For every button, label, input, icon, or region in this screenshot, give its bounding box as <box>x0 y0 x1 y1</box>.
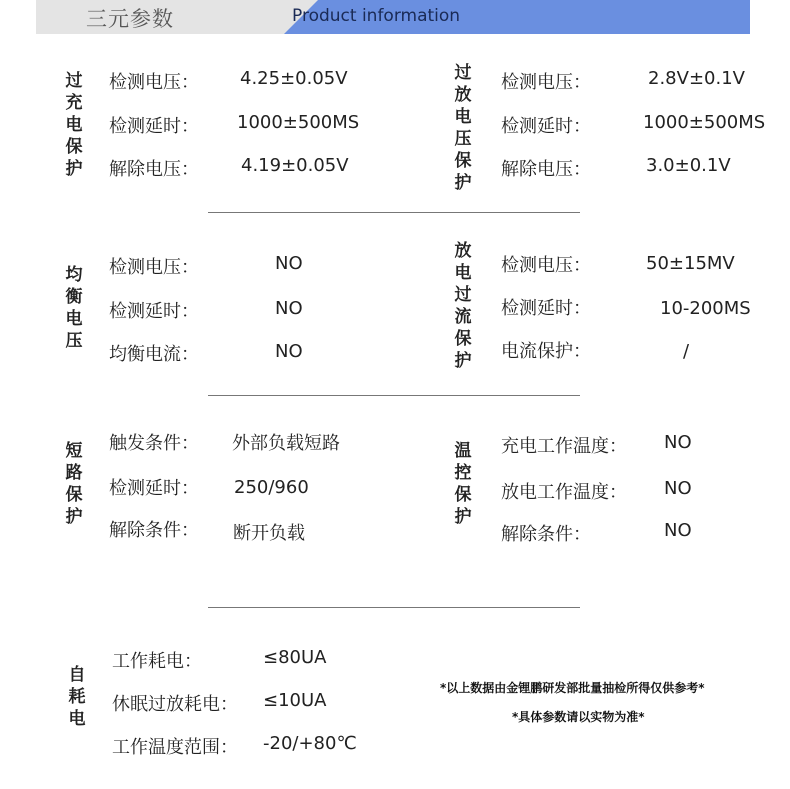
balance-value-2: NO <box>275 298 303 319</box>
temperature-label-1: 充电工作温度： <box>501 436 627 457</box>
shortcircuit-side-title: 短路保护 <box>65 441 83 527</box>
balance-side-title: 均衡电压 <box>65 265 83 351</box>
header-cn-title: 三元参数 <box>86 7 174 31</box>
overcurrent-value-1: 50±15MV <box>646 253 735 274</box>
selfconsumption-side-title: 自耗电 <box>68 665 86 729</box>
shortcircuit-label-2: 检测延时： <box>109 478 199 499</box>
overdischarge-side-title: 过放电压保护 <box>454 63 472 193</box>
overdischarge-value-1: 2.8V±0.1V <box>648 68 745 89</box>
shortcircuit-label-3: 解除条件： <box>109 520 199 541</box>
overcharge-value-3: 4.19±0.05V <box>241 155 349 176</box>
overcharge-value-1: 4.25±0.05V <box>240 68 348 89</box>
temperature-label-2: 放电工作温度： <box>501 482 627 503</box>
shortcircuit-label-1: 触发条件： <box>109 433 199 454</box>
overcharge-side-title: 过充电保护 <box>65 71 83 179</box>
selfconsumption-label-2: 休眠过放耗电： <box>112 694 238 715</box>
balance-label-3: 均衡电流： <box>109 344 199 365</box>
header-en-title: Product information <box>292 6 461 26</box>
separator-3 <box>208 607 580 608</box>
balance-value-1: NO <box>275 253 303 274</box>
overcurrent-side-title: 放电过流保护 <box>454 241 472 371</box>
header-bar <box>36 0 750 34</box>
balance-value-3: NO <box>275 341 303 362</box>
note-line-2: *具体参数请以实物为准* <box>512 710 645 724</box>
overdischarge-value-3: 3.0±0.1V <box>646 155 731 176</box>
overcharge-label-1: 检测电压： <box>109 72 199 93</box>
overdischarge-label-3: 解除电压： <box>501 159 591 180</box>
balance-label-1: 检测电压： <box>109 257 199 278</box>
overcharge-label-3: 解除电压： <box>109 159 199 180</box>
shortcircuit-value-3: 断开负载 <box>233 523 305 544</box>
overdischarge-label-2: 检测延时： <box>501 116 591 137</box>
overcurrent-value-3: / <box>683 341 690 362</box>
selfconsumption-value-3: -20/+80℃ <box>263 733 357 754</box>
selfconsumption-label-1: 工作耗电： <box>112 651 202 672</box>
temperature-value-3: NO <box>664 520 692 541</box>
overcurrent-label-2: 检测延时： <box>501 298 591 319</box>
temperature-label-3: 解除条件： <box>501 524 591 545</box>
overdischarge-label-1: 检测电压： <box>501 72 591 93</box>
temperature-value-2: NO <box>664 478 692 499</box>
overcurrent-value-2: 10-200MS <box>660 298 751 319</box>
selfconsumption-label-3: 工作温度范围： <box>112 737 238 758</box>
note-line-1: *以上数据由金锂鹏研发部批量抽检所得仅供参考* <box>440 681 705 695</box>
shortcircuit-value-1: 外部负载短路 <box>232 433 340 454</box>
overcurrent-label-3: 电流保护： <box>501 341 591 362</box>
overcharge-value-2: 1000±500MS <box>237 112 360 133</box>
temperature-value-1: NO <box>664 432 692 453</box>
overcharge-label-2: 检测延时： <box>109 116 199 137</box>
temperature-side-title: 温控保护 <box>454 441 472 527</box>
shortcircuit-value-2: 250/960 <box>234 477 309 498</box>
selfconsumption-value-2: ≤10UA <box>263 690 327 711</box>
overdischarge-value-2: 1000±500MS <box>643 112 766 133</box>
separator-1 <box>208 212 580 213</box>
overcurrent-label-1: 检测电压： <box>501 255 591 276</box>
separator-2 <box>208 395 580 396</box>
selfconsumption-value-1: ≤80UA <box>263 647 327 668</box>
balance-label-2: 检测延时： <box>109 301 199 322</box>
